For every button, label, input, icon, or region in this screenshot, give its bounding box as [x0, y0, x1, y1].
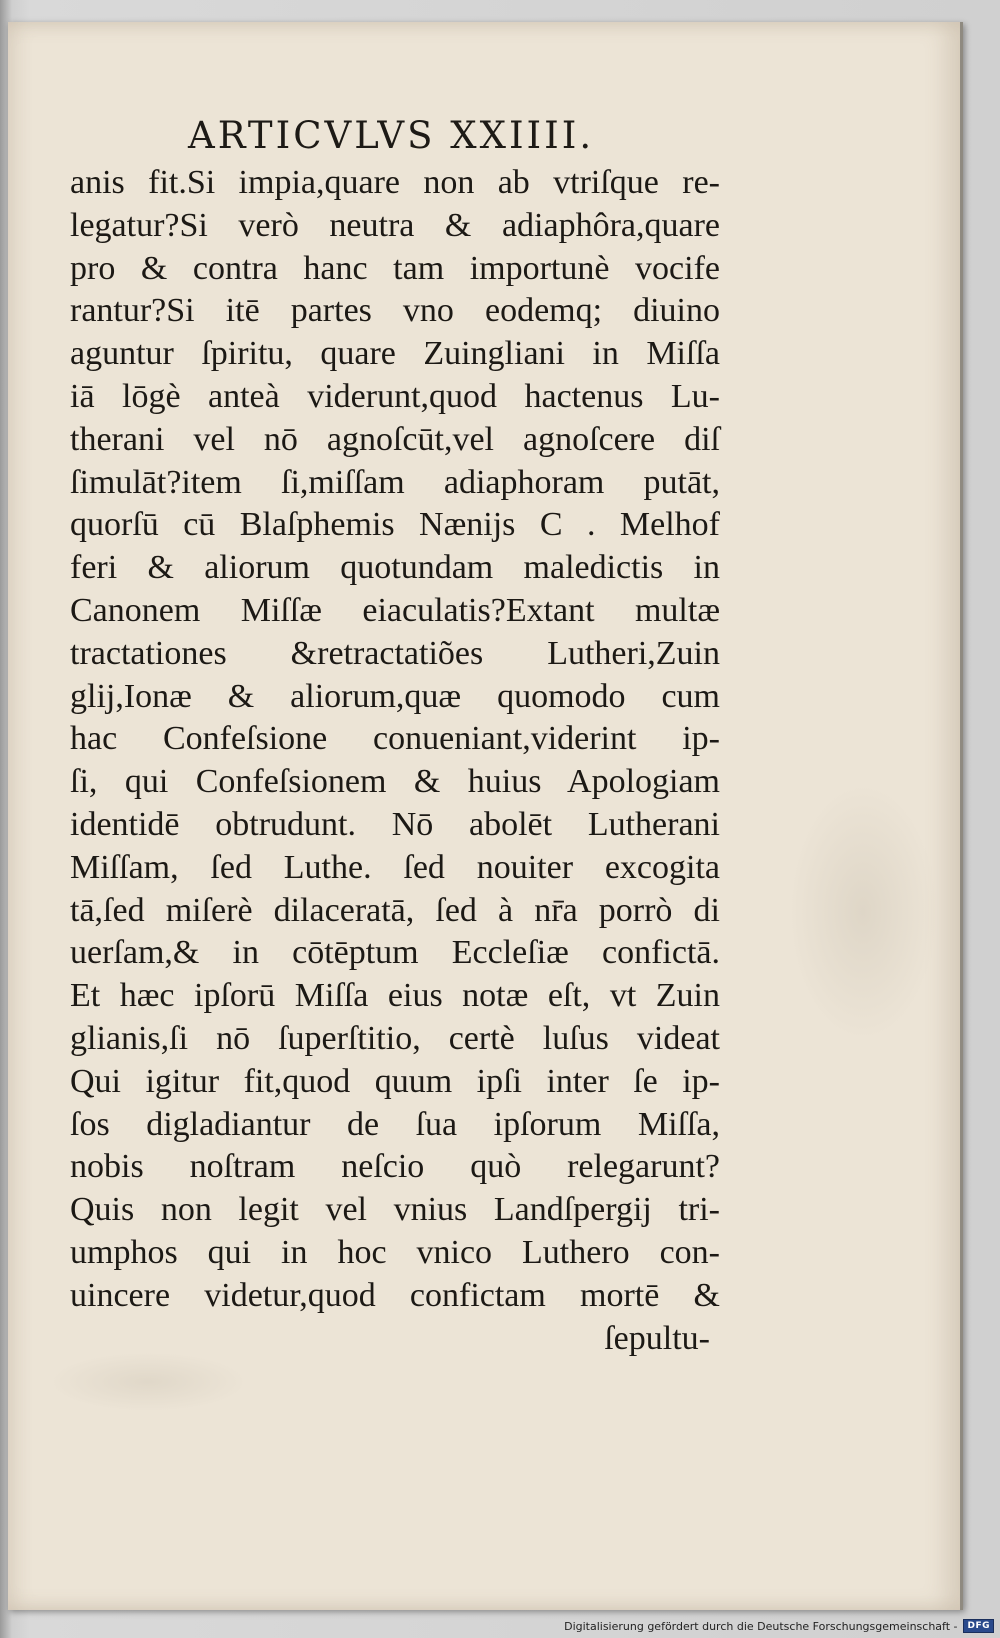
digitization-credit — [564, 1616, 994, 1636]
text-line: glij,Ionæ & aliorum,quæ quomodo cum — [70, 677, 720, 715]
text-line: umphos qui in hoc vnico Luthero con- — [70, 1233, 720, 1271]
text-line: Et hæc ipſorū Miſſa eius notæ eſt, vt Zuin — [70, 977, 720, 1015]
text-line: pro & contra hanc tam importunè vocife — [70, 249, 720, 287]
text-line: iā lōgè anteà viderunt,quod hactenus Lu- — [70, 377, 720, 415]
text-line: Quis non legit vel vnius Landſpergij tri- — [70, 1191, 720, 1229]
text-line: glianis,ſi nō ſuperſtitio, certè luſus videat — [70, 1019, 720, 1057]
text-line: uincere videtur,quod confictam mortē & — [70, 1276, 720, 1314]
text-line: rantur?Si itē partes vno eodemq; diuino — [70, 292, 720, 330]
text-line: ſimulāt?item ſi,miſſam adiaphoram putāt, — [70, 463, 720, 501]
text-line: Canonem Miſſæ eiaculatis?Extant multæ — [70, 591, 720, 629]
text-line: therani vel nō agnoſcūt,vel agnoſcere diſ — [70, 420, 720, 458]
body-text — [70, 162, 720, 1360]
paper-stain — [48, 1352, 248, 1412]
paper-stain — [788, 782, 938, 1042]
text-line: tractationes &retractatiões Lutheri,Zuin — [70, 634, 720, 672]
text-line: ſi, qui Confeſsionem & huius Apologiam — [70, 763, 720, 801]
text-line: tā,ſed miſerè dilaceratā, ſed à nr̄a porrò di — [70, 891, 720, 929]
book-page — [8, 22, 963, 1610]
credit-text: Digitalisierung gefördert durch die Deutsche Forschungsgemeinschaft - — [564, 1619, 958, 1633]
text-line: nobis noſtram neſcio quò relegarunt? — [70, 1148, 720, 1186]
catchword: ſepultu- — [604, 1319, 710, 1357]
text-line: uerſam,& in cōtēptum Eccleſiæ confictā. — [70, 934, 720, 972]
text-line: legatur?Si verò neutra & adiaphôra,quare — [70, 206, 720, 244]
text-line: ſos digladiantur de ſua ipſorum Miſſa, — [70, 1105, 720, 1143]
text-line: Miſſam, ſed Luthe. ſed nouiter excogita — [70, 848, 720, 886]
dfg-logo-icon: DFG — [963, 1619, 994, 1633]
running-head: ARTICVLVS XXIIII. — [188, 114, 595, 157]
text-line: anis fit.Si impia,quare non ab vtriſque re- — [70, 164, 720, 201]
text-line: quorſū cū Blaſphemis Nænijs C . Melhof — [70, 506, 720, 544]
text-line: aguntur ſpiritu, quare Zuingliani in Miſſa — [70, 335, 720, 373]
text-line: identidē obtrudunt. Nō abolēt Lutherani — [70, 805, 720, 843]
text-line: feri & aliorum quotundam maledictis in — [70, 549, 720, 587]
text-line: hac Confeſsione conueniant,viderint ip- — [70, 720, 720, 758]
text-line: Qui igitur fit,quod quum ipſi inter ſe ip- — [70, 1062, 720, 1100]
